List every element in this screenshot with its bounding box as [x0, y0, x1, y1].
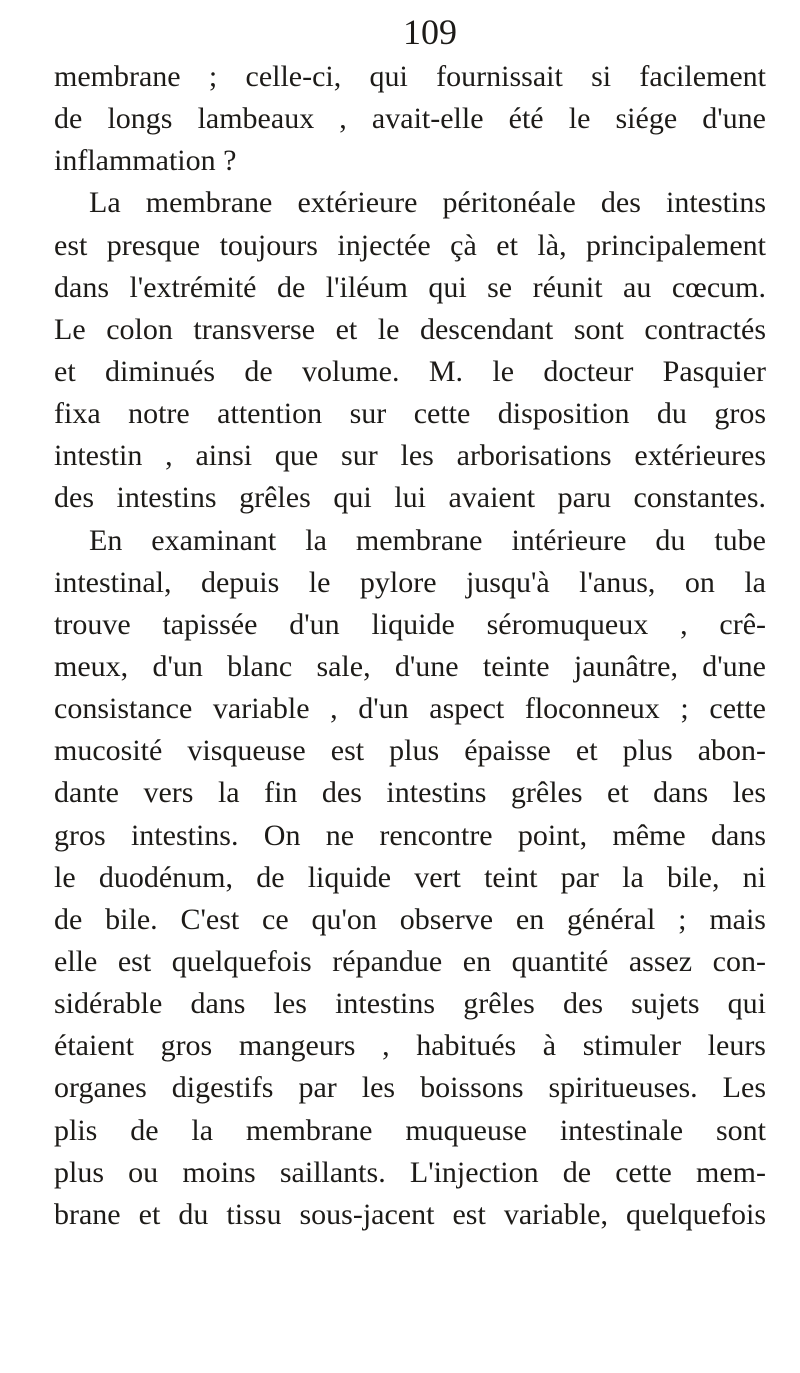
- text-line: sidérable dans les intestins grêles des sujets qui: [54, 987, 766, 1021]
- text-line: La membrane extérieure péritonéale des intestins: [89, 186, 766, 220]
- text-line: brane et du tissu sous-jacent est variable, quelquefois: [54, 1197, 766, 1231]
- text-line: intestin , ainsi que sur les arborisations extérieures: [54, 439, 766, 473]
- text-line: intestinal, depuis le pylore jusqu'à l'anus, on la: [54, 565, 766, 599]
- text-line: trouve tapissée d'un liquide séromuqueux , crê-: [54, 607, 766, 641]
- text-line: des intestins grêles qui lui avaient paru constantes.: [54, 481, 766, 515]
- text-line: Le colon transverse et le descendant sont contractés: [54, 312, 766, 346]
- text-line: gros intestins. On ne rencontre point, même dans: [54, 818, 766, 852]
- text-line: dante vers la fin des intestins grêles et dans les: [54, 776, 766, 810]
- text-line: est presque toujours injectée çà et là, principalement: [54, 228, 766, 262]
- text-line: elle est quelquefois répandue en quantité assez con-: [54, 944, 766, 978]
- text-line: membrane ; celle-ci, qui fournissait si facilement: [54, 60, 766, 93]
- text-line: En examinant la membrane intérieure du tube: [89, 523, 766, 557]
- text-line: mucosité visqueuse est plus épaisse et plus abon-: [54, 734, 766, 768]
- page-number: 109: [403, 12, 457, 52]
- text-line: plus ou moins saillants. L'injection de cette mem-: [54, 1155, 766, 1189]
- text-line: dans l'extrémité de l'iléum qui se réunit au cœcum.: [54, 270, 766, 304]
- text-line: plis de la membrane muqueuse intestinale sont: [54, 1113, 766, 1147]
- text-line: inflammation ?: [54, 144, 237, 178]
- text-line: fixa notre attention sur cette disposition du gros: [54, 397, 766, 431]
- text-line: étaient gros mangeurs , habitués à stimuler leurs: [54, 1029, 766, 1063]
- text-line: et diminués de volume. M. le docteur Pasquier: [54, 354, 766, 388]
- text-line: de bile. C'est ce qu'on observe en général ; mais: [54, 902, 766, 936]
- text-line: de longs lambeaux , avait-elle été le siége d'une: [54, 102, 766, 136]
- body-text: [54, 56, 766, 1236]
- text-line: consistance variable , d'un aspect floconneux ; cette: [54, 692, 766, 726]
- text-line: le duodénum, de liquide vert teint par la bile, ni: [54, 860, 766, 894]
- text-line: organes digestifs par les boissons spiritueuses. Les: [54, 1071, 766, 1105]
- text-line: meux, d'un blanc sale, d'une teinte jaunâtre, d'une: [54, 649, 766, 683]
